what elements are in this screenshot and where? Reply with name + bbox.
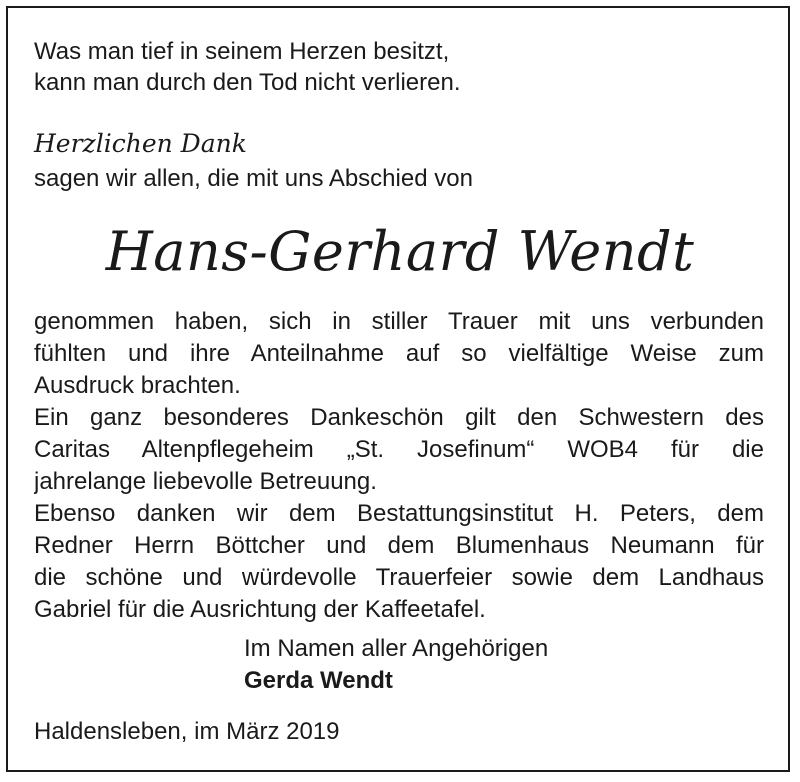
body-line: Ebenso danken wir dem Bestattungsinstitut H. Peters, dem [34, 500, 764, 527]
body-text [34, 306, 764, 626]
body-line: die schöne und würdevolle Trauerfeier sowie dem Landhaus [34, 564, 764, 591]
signature-name: Gerda Wendt [244, 667, 393, 694]
body-line: Caritas Altenpflegeheim „St. Josefinum“ WOB4 für die [34, 436, 764, 463]
deceased-name: Hans-Gerhard Wendt [105, 220, 695, 283]
motto-line-2: kann man durch den Tod nicht verlieren. [34, 69, 461, 96]
place-date: Haldensleben, im März 2019 [34, 718, 340, 745]
motto [34, 36, 460, 98]
signature-block [244, 633, 548, 697]
thanks-heading: Herzlichen Dank [34, 129, 247, 158]
body-line: Gabriel für die Ausrichtung der Kaffeetafel. [34, 596, 486, 623]
intro-text: sagen wir allen, die mit uns Abschied von [34, 165, 473, 192]
body-line: Ausdruck brachten. [34, 372, 241, 399]
motto-line-1: Was man tief in seinem Herzen besitzt, [34, 38, 450, 65]
signature-line: Im Namen aller Angehörigen [244, 635, 549, 662]
body-line: Ein ganz besonderes Dankeschön gilt den Schwestern des [34, 404, 764, 431]
body-line: genommen haben, sich in stiller Trauer mit uns verbunden [34, 308, 764, 335]
body-line: jahrelange liebevolle Betreuung. [34, 468, 377, 495]
body-line: fühlten und ihre Anteilnahme auf so vielfältige Weise zum [34, 340, 764, 367]
body-line: Redner Herrn Böttcher und dem Blumenhaus Neumann für [34, 532, 764, 559]
